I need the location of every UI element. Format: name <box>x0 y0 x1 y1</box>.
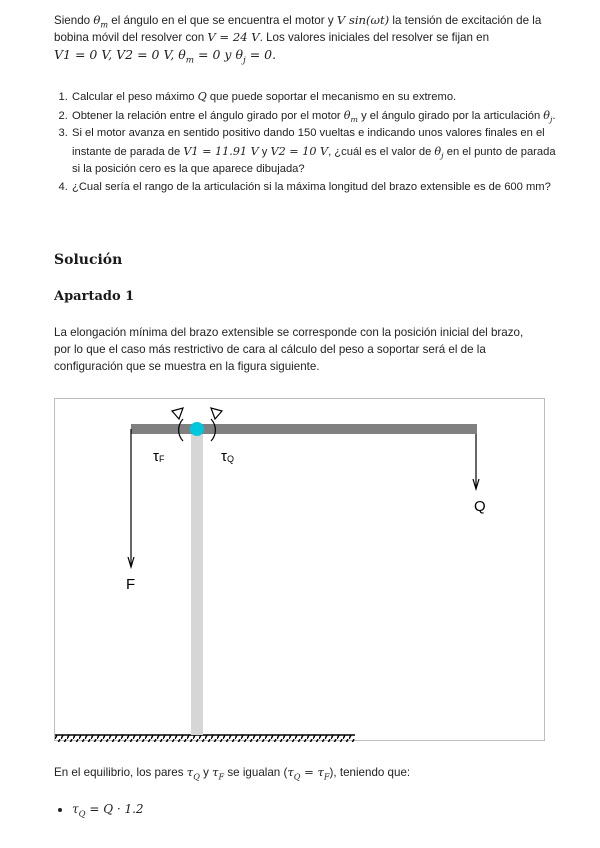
torque-f-arrowhead <box>172 408 183 419</box>
equation-item: • $\tau_Q = Q \cdot 1.2$ <box>72 800 144 818</box>
intro-paragraph: Siendo $\theta_m$ el ángulo en el que se encuentra el motor y V sin(ωt) la tensión de excitación de la bobina móvil del resolver con V = 24 V. Los valores iniciales del resolver se fijan en V1 = 0 V, V2 = 0 V, $\theta_m = 0$ y $\theta_j = 0$. <box>54 13 542 66</box>
theta-m-symbol: $\theta_m$ <box>93 13 109 30</box>
equation-list <box>54 800 144 818</box>
label-tau-q: τQ <box>221 448 234 465</box>
label-force-q: Q <box>474 498 486 515</box>
initial-values: V1 = 0 V, V2 = 0 V, $\theta_m = 0$ y $\theta_j = 0$. <box>54 47 277 66</box>
mechanism-diagram <box>55 399 546 742</box>
label-force-f: F <box>126 576 136 593</box>
label-tau-f: τF <box>153 448 165 465</box>
torque-q-arrowhead <box>211 408 222 419</box>
section-1-paragraph: La elongación mínima del brazo extensible se corresponde con la posición inicial del brazo, por lo que el caso más restrictivo de cara al cálculo del peso a soportar será el de la configuración que se muestra en la figura siguiente. <box>54 326 524 373</box>
solution-heading: Solución <box>54 252 123 268</box>
task-item: 1. Calcular el peso máximo Q que puede soportar el mecanismo en su extremo. <box>71 88 557 107</box>
task-item: 3. Si el motor avanza en sentido positivo dando 150 vueltas e indicando unos valores finales en el instante de parada de V1 = 11.91 V y V2 = 10 V, ¿cuál es el valor de $\theta_j$ en el punto de parada si la posición cero es la que aparece dibujada? <box>71 125 557 179</box>
task-item: 4. ¿Cual sería el rango de la articulación si la máxima longitud del brazo extensible es de 600 mm? <box>71 179 557 197</box>
mechanism-figure <box>54 398 545 741</box>
support-column <box>191 429 203 735</box>
ground-hatch <box>55 735 355 742</box>
task-list <box>54 88 557 196</box>
joint-circle <box>190 422 204 436</box>
section-1-heading: Apartado 1 <box>54 289 135 304</box>
horizontal-arm <box>131 424 477 434</box>
task-item: 2. Obtener la relación entre el ángulo girado por el motor $\theta_m$ y el ángulo girado por la articulación $\theta_j$. <box>71 107 557 126</box>
equilibrium-paragraph: En el equilibrio, los pares $\tau_Q$ y $\tau_F$ se igualan $(\tau_Q = \tau_F)$, teniendo que: <box>54 765 411 782</box>
